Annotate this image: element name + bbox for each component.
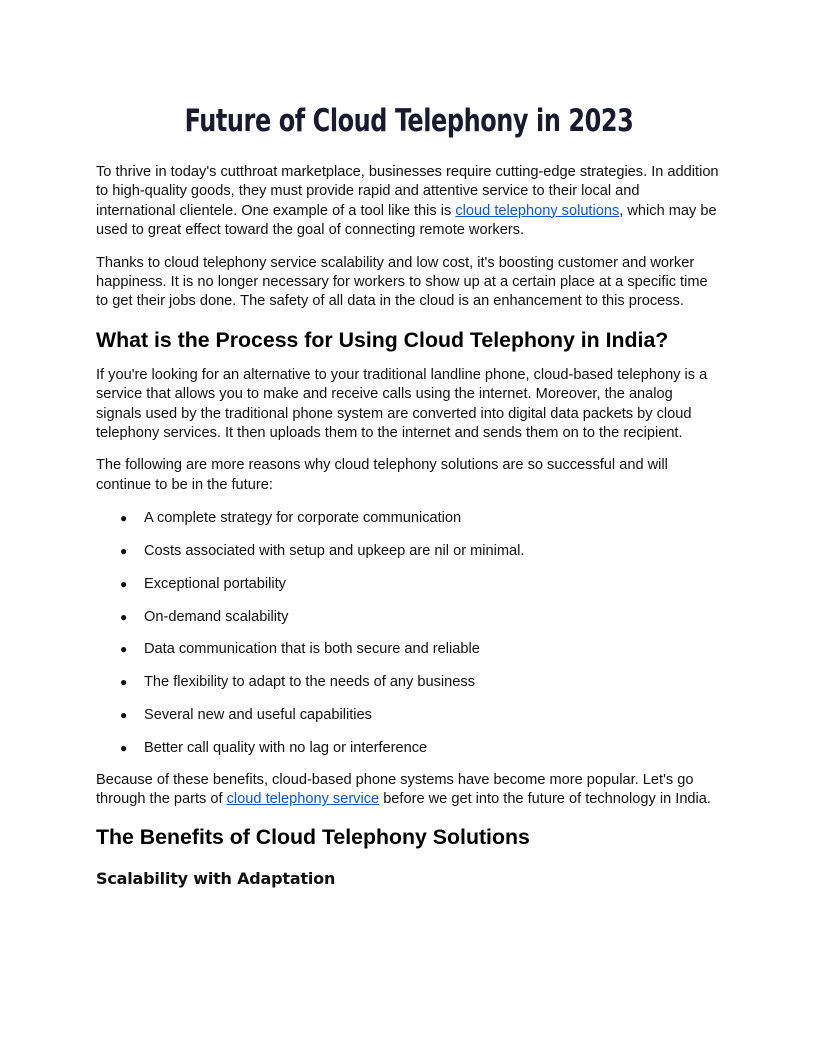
bullet-icon: ● xyxy=(120,576,128,591)
bullet-icon: ● xyxy=(120,511,128,526)
benefits-text-before-link: Because of these benefits, cloud-based phone systems have become more popular. Let's go through the parts of xyxy=(96,771,694,808)
list-item xyxy=(96,608,722,627)
list-item-text: Data communication that is both secure and reliable xyxy=(144,641,480,658)
list-item-text: Exceptional portability xyxy=(144,575,286,592)
page-title: Future of Cloud Telephony in 2023 xyxy=(184,103,634,139)
bullet-icon: ● xyxy=(120,675,128,690)
list-item-text: A complete strategy for corporate communication xyxy=(144,510,462,527)
scalability-paragraph: Thanks to cloud telephony service scalability and low cost, it's boosting customer and worker happiness. It is no longer necessary for workers to show up at a certain place at a specific time to get their jobs done. The safety of all data in the cloud is an enhancement to this process. xyxy=(96,254,708,310)
reasons-list xyxy=(96,509,722,758)
document-page xyxy=(96,0,722,890)
cloud-telephony-solutions-link[interactable]: cloud telephony solutions xyxy=(455,202,620,219)
benefits-heading: The Benefits of Cloud Telephony Solutions xyxy=(96,825,530,850)
intro-text-before-link: To thrive in today's cutthroat marketplace, businesses require cutting-edge strategies. In addition to high-quality goods, they must provide rapid and attentive service to their local and international clientele. One example of a tool like this is xyxy=(96,164,719,219)
benefits-intro-paragraph xyxy=(96,771,722,810)
list-item xyxy=(96,542,722,561)
bullet-icon: ● xyxy=(120,544,128,559)
bullet-icon: ● xyxy=(120,708,128,723)
bullet-icon: ● xyxy=(120,740,128,755)
list-item-text: On-demand scalability xyxy=(144,608,289,625)
process-heading: What is the Process for Using Cloud Telephony in India? xyxy=(96,327,669,352)
bullet-icon: ● xyxy=(120,609,128,624)
scalability-subheading: Scalability with Adaptation xyxy=(96,869,336,889)
list-item-text: Several new and useful capabilities xyxy=(144,707,372,724)
benefits-text-after-link: before we get into the future of technology in India. xyxy=(379,791,711,808)
reasons-paragraph: The following are more reasons why cloud telephony solutions are so successful and will continue to be in the future: xyxy=(96,457,668,493)
intro-text-after-link: , which may be used to great effect toward the goal of connecting remote workers. xyxy=(96,202,717,239)
list-item xyxy=(96,706,722,725)
list-item-text: Costs associated with setup and upkeep are nil or minimal. xyxy=(144,543,525,560)
list-item-text: Better call quality with no lag or interference xyxy=(144,739,428,756)
process-paragraph: If you're looking for an alternative to your traditional landline phone, cloud-based telephony is a service that allows you to make and receive calls using the internet. Moreover, the analog signals used by the traditional phone system are converted into digital data packets by cloud telephony services. It then uploads them to the internet and sends them on to the recipient. xyxy=(96,366,708,442)
list-item xyxy=(96,509,722,528)
list-item xyxy=(96,575,722,594)
list-item-text: The flexibility to adapt to the needs of any business xyxy=(144,674,475,691)
bullet-icon: ● xyxy=(120,642,128,657)
cloud-telephony-service-link[interactable]: cloud telephony service xyxy=(226,791,380,808)
intro-paragraph xyxy=(96,163,722,241)
list-item xyxy=(96,640,722,659)
list-item xyxy=(96,739,722,758)
list-item xyxy=(96,673,722,692)
